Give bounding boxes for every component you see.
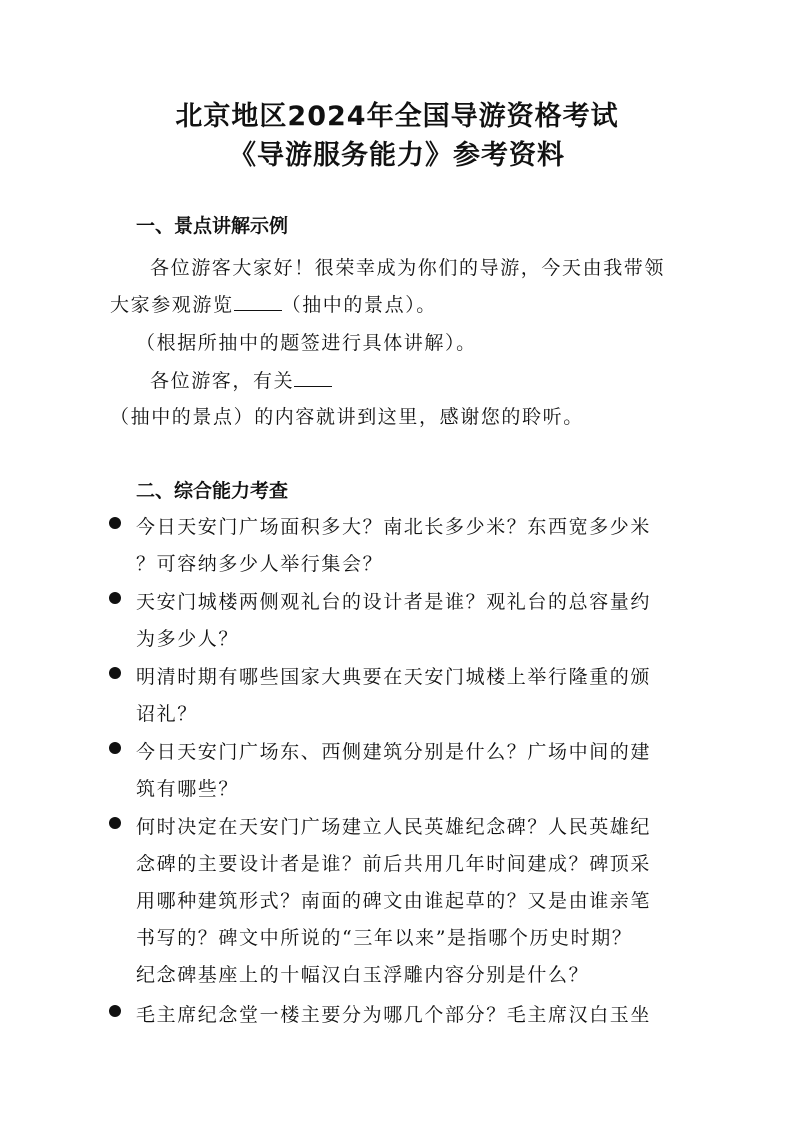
bullet-icon [109,517,121,529]
closing-line-1 [150,366,332,393]
bullet-icon [109,592,121,604]
question-4-line-1: 今日天安门广场东、西侧建筑分别是什么？广场中间的建 [136,741,652,763]
question-5-line-5: 纪念碑基座上的十幅汉白玉浮雕内容分别是什么？ [136,964,590,986]
document-title-line-1: 北京地区2024年全国导游资格考试 [175,101,619,132]
section-heading-comprehensive-ability: 二、综合能力考查 [136,480,289,502]
bullet-icon [109,742,121,754]
question-5-line-1: 何时决定在天安门广场建立人民英雄纪念碑？人民英雄纪 [136,816,652,838]
question-5-line-3: 用哪种建筑形式？南面的碑文由谁起草的？又是由谁亲笔 [136,890,652,912]
intro-paragraph-line-2 [110,290,437,317]
fill-in-blank-topic [294,370,332,387]
intro-paragraph-line-1: 各位游客大家好！很荣幸成为你们的导游，今天由我带领 [150,257,666,279]
question-1-line-2: ？可容纳多少人举行集会？ [136,553,384,575]
document-title-line-2: 《导游服务能力》参考资料 [229,140,565,171]
fill-in-blank-scenic-spot [234,294,282,311]
question-2-line-1: 天安门城楼两侧观礼台的设计者是谁？观礼台的总容量约 [136,591,652,613]
question-5-line-4: 书写的？碑文中所说的“三年以来”是指哪个历史时期？ [136,927,633,949]
question-2-line-2: 为多少人？ [136,628,240,650]
question-5-line-2: 念碑的主要设计者是谁？前后共用几年时间建成？碑顶采 [136,853,652,875]
bullet-icon [109,667,121,679]
section-heading-scenic-explanation: 一、景点讲解示例 [136,215,289,237]
question-6-line-1: 毛主席纪念堂一楼主要分为哪几个部分？毛主席汉白玉坐 [136,1004,652,1026]
question-4-line-2: 筑有哪些？ [136,778,240,800]
explanation-note-line: （根据所抽中的题签进行具体讲解）。 [136,332,477,354]
bullet-icon [109,817,121,829]
question-3-line-1: 明清时期有哪些国家大典要在天安门城楼上举行隆重的颁 [136,666,652,688]
closing-line-2: （抽中的景点）的内容就讲到这里，感谢您的聆听。 [110,406,584,428]
closing-line-1-text: 各位游客，有关 [150,370,295,392]
intro-line-2-text: 大家参观游览 [110,294,234,316]
question-1-line-1: 今日天安门广场面积多大？南北长多少米？东西宽多少米 [136,516,652,538]
question-3-line-2: 诏礼？ [136,703,198,725]
intro-line-2-text-after: （抽中的景点）。 [281,294,437,316]
bullet-icon [109,1005,121,1017]
